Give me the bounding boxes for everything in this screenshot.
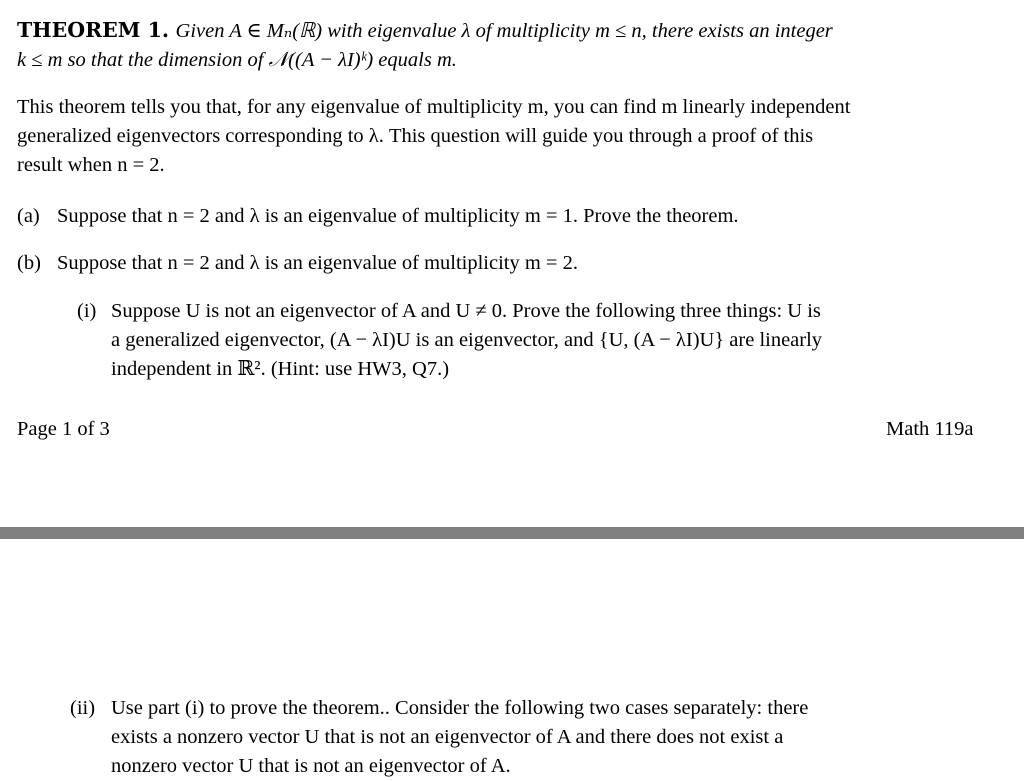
theorem-heading: THEOREM 1.: [17, 18, 169, 42]
part-b-ii-line-3: nonzero vector U that is not an eigenvector of A.: [111, 755, 511, 777]
theorem-line-1: Given A ∈ Mₙ(ℝ) with eigenvalue λ of multiplicity m ≤ n, there exists an integer: [175, 20, 833, 42]
part-b-ii-line-2: exists a nonzero vector U that is not an eigenvector of A and there does not exist a: [111, 726, 784, 748]
part-b-ii-line-1: Use part (i) to prove the theorem.. Consider the following two cases separately: there: [111, 697, 809, 719]
part-b-i-label: (i): [77, 300, 97, 322]
intro-line-1: This theorem tells you that, for any eigenvalue of multiplicity m, you can find m linearly independent: [17, 96, 851, 118]
part-b-label: (b): [17, 252, 41, 274]
theorem-line-2: k ≤ m so that the dimension of 𝒩((A − λI)ᵏ) equals m.: [17, 49, 457, 71]
part-b-ii: [70, 694, 1002, 781]
part-a-label: (a): [17, 205, 40, 227]
intro-paragraph: [17, 93, 1002, 180]
part-a: [17, 202, 1007, 231]
part-b-i-line-3: independent in ℝ². (Hint: use HW3, Q7.): [111, 358, 450, 380]
intro-line-3: result when n = 2.: [17, 154, 165, 176]
theorem-statement: [17, 16, 1007, 75]
page-number: Page 1 of 3: [17, 418, 110, 440]
part-b-i-line-1: Suppose U is not an eigenvector of A and U ≠ 0. Prove the following three things: U is: [111, 300, 821, 322]
part-b-text: Suppose that n = 2 and λ is an eigenvalue of multiplicity m = 2.: [57, 252, 578, 274]
part-b-i-line-2: a generalized eigenvector, (A − λI)U is an eigenvector, and {U, (A − λI)U} are linearly: [111, 329, 823, 351]
intro-line-2: generalized eigenvectors corresponding to λ. This question will guide you through a proof of this: [17, 125, 814, 147]
part-b-ii-label: (ii): [70, 697, 96, 719]
page-break-divider: [0, 527, 1024, 539]
part-b-i: [77, 297, 1002, 384]
part-b: [17, 249, 1007, 278]
course-name: Math 119a: [886, 418, 974, 440]
part-a-text: Suppose that n = 2 and λ is an eigenvalue of multiplicity m = 1. Prove the theorem.: [57, 205, 739, 227]
